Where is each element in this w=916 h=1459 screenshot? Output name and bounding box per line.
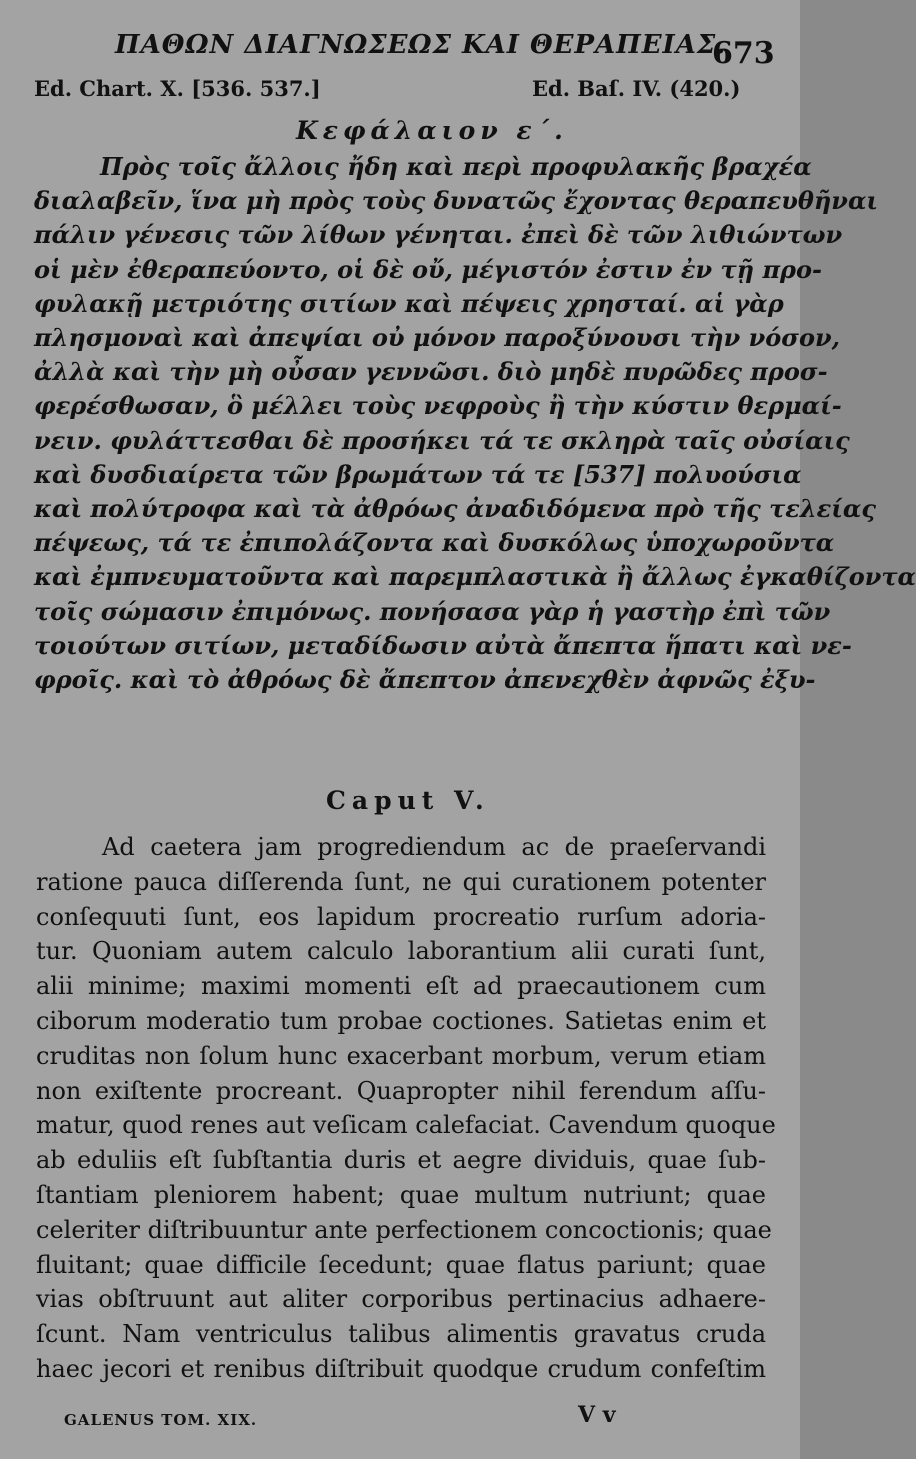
latin-line: tur. Quoniam autem calculo laborantium alii curati ſunt, <box>36 937 766 966</box>
page-number: 673 <box>712 36 775 71</box>
gathering-mark: V v <box>578 1402 616 1428</box>
greek-line: καὶ πολύτροφα καὶ τὰ ἀθρόως ἀναδιδόμενα πρὸ τῆς τελείας <box>34 494 876 524</box>
printer-signature: GALENUS TOM. XIX. <box>64 1411 258 1429</box>
greek-paragraph <box>34 150 916 697</box>
latin-line: ciborum moderatio tum probae coctiones. Satietas enim et <box>36 1006 766 1035</box>
greek-line: τοῖς σώμασιν ἐπιμόνως. πονήσασα γὰρ ἡ γαστὴρ ἐπὶ τῶν <box>34 596 831 626</box>
latin-line: ſtantiam pleniorem habent; quae multum nutriunt; quae <box>36 1180 766 1209</box>
greek-line: καὶ ἐμπνευματοῦντα καὶ παρεμπλαστικὰ ἢ ἄλλως ἐγκαθίζοντα <box>34 562 916 592</box>
latin-line: cruditas non ſolum hunc exacerbant morbum, verum etiam <box>36 1041 766 1070</box>
latin-line: non exiſtente procreant. Quapropter nihil ferendum aſſu- <box>36 1076 766 1105</box>
latin-line: celeriter diſtribuuntur ante perfectionem concoctionis; quae <box>36 1215 772 1244</box>
latin-line: vias obſtruunt aut aliter corporibus pertinacius adhaere- <box>36 1285 766 1314</box>
greek-line: πέψεως, τά τε ἐπιπολάζοντα καὶ δυσκόλως ὑποχωροῦντα <box>34 528 835 558</box>
greek-line: νειν. φυλάττεσθαι δὲ προσήκει τά τε σκληρὰ ταῖς οὐσίαις <box>34 425 850 455</box>
latin-line: fluitant; quae difficile ſecedunt; quae flatus pariunt; quae <box>36 1250 766 1279</box>
greek-line: τοιούτων σιτίων, μεταδίδωσιν αὐτὰ ἄπεπτα ἥπατι καὶ νε- <box>34 630 852 660</box>
latin-line: Ad caetera jam progrediendum ac de praeſervandi <box>102 833 766 861</box>
greek-chapter-heading: Κεφάλαιον ε΄. <box>296 116 568 145</box>
greek-line: ἀλλὰ καὶ τὴν μὴ οὖσαν γεννῶσι. διὸ μηδὲ πυρῶδες προσ- <box>34 357 828 387</box>
latin-line: haec jecori et renibus diſtribuit quodque crudum confeſtim <box>36 1354 766 1383</box>
latin-line: conſequuti ſunt, eos lapidum procreatio rurſum adoria- <box>36 902 766 931</box>
greek-line: Πρὸς τοῖς ἄλλοις ἤδη καὶ περὶ προφυλακῆς βραχέα <box>100 152 812 181</box>
greek-line: φυλακῇ μετριότης σιτίων καὶ πέψεις χρησταί. αἱ γὰρ <box>34 288 784 318</box>
running-title: ΠΑΘΩΝ ΔΙΑΓΝΩΣΕΩΣ ΚΑΙ ΘΕΡΑΠΕΙΑΣ. <box>115 30 727 60</box>
greek-line: πάλιν γένεσις τῶν λίθων γένηται. ἐπεὶ δὲ τῶν λιθιώντων <box>34 220 843 250</box>
greek-line: πλησμοναὶ καὶ ἀπεψίαι οὐ μόνον παροξύνουσι τὴν νόσον, <box>34 323 840 353</box>
latin-line: ſcunt. Nam ventriculus talibus alimentis gravatus cruda <box>36 1320 766 1349</box>
latin-line: ab eduliis eſt ſubſtantia duris et aegre dividuis, quae ſub- <box>36 1146 766 1175</box>
latin-chapter-heading: Caput V. <box>326 786 490 815</box>
edition-reference-chartier: Ed. Chart. X. [536. 537.] <box>34 76 321 101</box>
latin-paragraph <box>36 830 776 1387</box>
greek-line: φερέσθωσαν, ὃ μέλλει τοὺς νεφροὺς ἢ τὴν κύστιν θερμαί- <box>34 391 842 421</box>
latin-line: ratione pauca diſſerenda ſunt, ne qui curationem potenter <box>36 867 766 896</box>
greek-line: οἱ μὲν ἐθεραπεύοντο, οἱ δὲ οὔ, μέγιστόν ἐστιν ἐν τῇ προ- <box>34 254 822 284</box>
greek-line: διαλαβεῖν, ἵνα μὴ πρὸς τοὺς δυνατῶς ἔχοντας θεραπευθῆναι <box>34 186 879 216</box>
latin-line: matur, quod renes aut veſicam calefaciat. Cavendum quoque <box>36 1111 776 1140</box>
greek-line: καὶ δυσδιαίρετα τῶν βρωμάτων τά τε [537] πολυούσια <box>34 459 802 489</box>
edition-reference-basel: Ed. Baſ. IV. (420.) <box>532 76 741 101</box>
greek-line: φροῖς. καὶ τὸ ἀθρόως δὲ ἄπεπτον ἀπενεχθὲν ἀφνῶς ἐξυ- <box>34 665 816 695</box>
latin-line: alii minime; maximi momenti eſt ad praecautionem cum <box>36 972 766 1001</box>
